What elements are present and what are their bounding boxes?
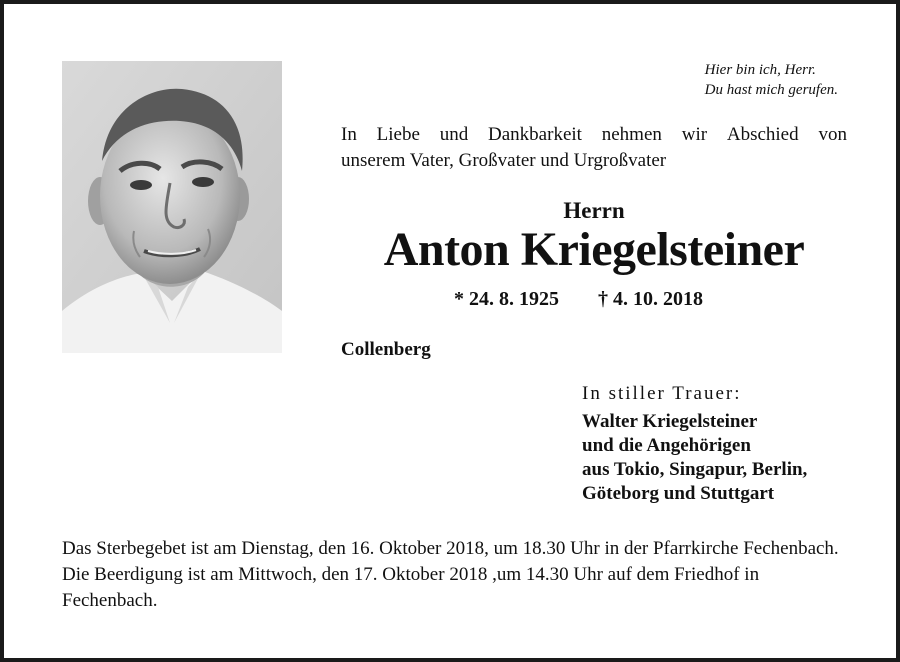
mourner-line: aus Tokio, Singapur, Berlin, <box>582 459 808 480</box>
intro-word: und <box>439 124 469 145</box>
portrait-image <box>62 61 282 353</box>
life-dates <box>454 288 703 311</box>
funeral-notice: Das Sterbegebet ist am Dienstag, den 16. Oktober 2018, um 18.30 Uhr in der Pfarrkirche Fechenbach. Die Beerdigung ist am Mittwoch, den 17. Oktober 2018 ,um 14.30 Uhr auf dem Friedhof in Fechenbach. <box>62 538 839 611</box>
portrait-photo <box>62 61 282 353</box>
mourners-list <box>582 410 807 506</box>
intro-word: Liebe <box>376 124 420 145</box>
deceased-name: Anton Kriegelsteiner <box>383 223 805 276</box>
intro-word: Dankbarkeit <box>488 124 582 145</box>
intro-word: Abschied <box>726 124 799 145</box>
mourners-title: In stiller Trauer: <box>582 383 742 404</box>
bible-verse <box>705 60 838 100</box>
verse-line: Hier bin ich, Herr. <box>704 62 816 78</box>
intro-word: von <box>818 124 847 145</box>
intro-line: unserem Vater, Großvater und Urgroßvater <box>341 150 667 171</box>
verse-line: Du hast mich gerufen. <box>704 82 838 98</box>
intro-line <box>341 122 847 148</box>
mourner-line: Walter Kriegelsteiner <box>582 411 758 432</box>
intro-text <box>341 122 847 174</box>
mourner-line: und die Angehörigen <box>582 435 751 456</box>
death-date: † 4. 10. 2018 <box>598 288 703 310</box>
salutation: Herrn <box>563 198 625 223</box>
intro-word: In <box>341 124 357 145</box>
intro-word: wir <box>681 124 708 145</box>
hometown: Collenberg <box>341 339 431 360</box>
intro-word: nehmen <box>601 124 662 145</box>
birth-date: * 24. 8. 1925 <box>454 288 559 310</box>
mourner-line: Göteborg und Stuttgart <box>582 483 775 504</box>
